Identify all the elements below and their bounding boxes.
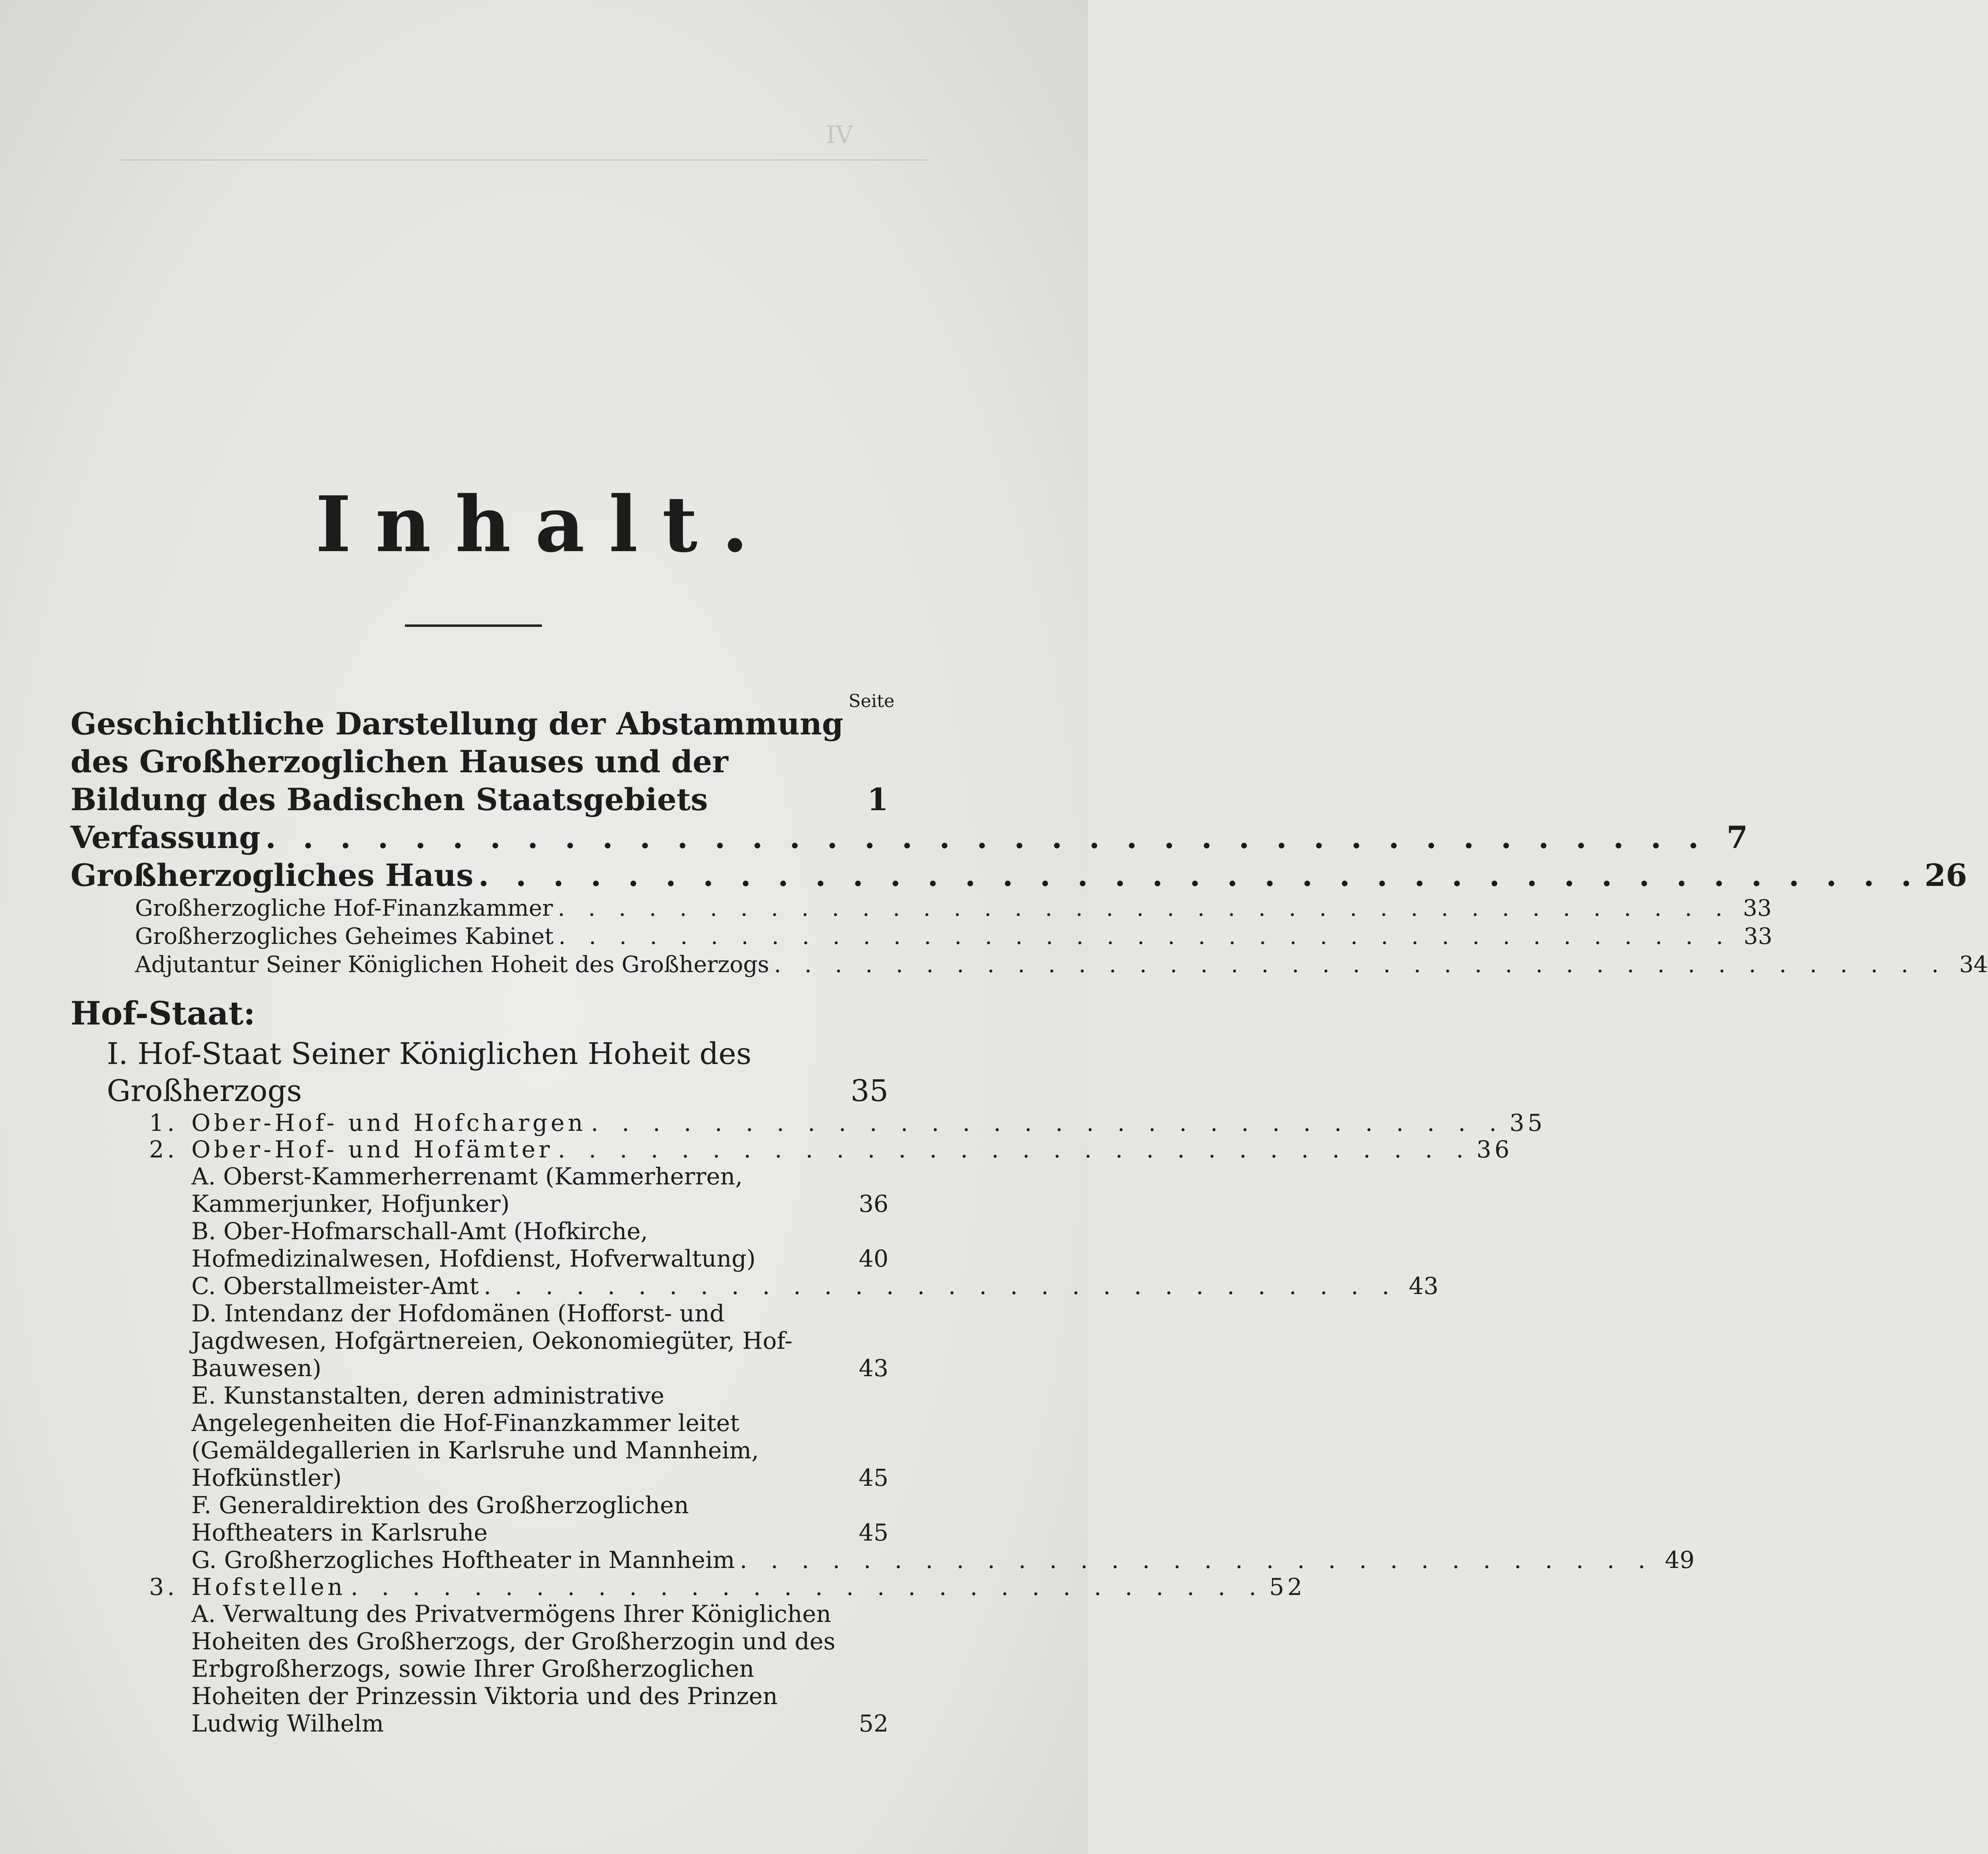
- toc-entry-1: [71, 1109, 1546, 1136]
- toc-num: 1.: [149, 1109, 178, 1136]
- toc-page: 33: [1743, 923, 1772, 950]
- toc-page: 52: [1269, 1573, 1305, 1601]
- toc-page: 45: [859, 1464, 888, 1491]
- title-rule: [405, 624, 542, 627]
- toc-page: 43: [859, 1354, 888, 1382]
- toc-page: 34: [1959, 952, 1988, 978]
- toc-num: 3.: [149, 1573, 178, 1601]
- toc-page: 33: [1743, 895, 1772, 921]
- toc-entry-2: [71, 1136, 1513, 1163]
- toc-entry-2F: [71, 1491, 888, 1546]
- toc-page: 40: [859, 1245, 888, 1272]
- bleed-through-header: IV: [826, 121, 853, 149]
- toc-entry-verfassung: [71, 819, 1748, 856]
- toc-entry-2E: [71, 1382, 888, 1491]
- toc-entry-geschichte: [71, 705, 888, 819]
- toc-label: I. Hof-Staat Seiner Königlichen Hoheit des Großherzogs: [107, 1037, 752, 1108]
- toc-page: 35: [850, 1074, 888, 1108]
- toc-entry-2B: [71, 1217, 888, 1272]
- leader-dots: . . . . . . . . . . . . . . . . . . . . . . . . . . . . . . . . . . . . . . .: [774, 952, 1947, 978]
- leader-dots: . . . . . . . . . . . . . . . . . . . . . . . . . . . . . . . . . . . . . . .: [265, 819, 1707, 855]
- toc-label: Adjutantur Seiner Königlichen Hoheit des Großherzogs: [135, 952, 770, 978]
- toc-page: 1: [867, 782, 888, 817]
- toc-label: Generaldirektion des Großherzoglichen Hoftheaters in Karlsruhe: [191, 1491, 689, 1546]
- toc-num: C.: [191, 1272, 216, 1300]
- toc-label: Verwaltung des Privatvermögens Ihrer Königlichen Hoheiten des Großherzogs, der Großherzogin und des Erbgroßherzogs, sowie Ihrer Großherzoglichen Hoheiten der Prinzessin Viktoria und des Prinzen Ludwig Wilhelm: [191, 1600, 836, 1737]
- toc-label: Ober-Hof- und Hofchargen: [191, 1109, 586, 1136]
- toc-page: 43: [1409, 1272, 1439, 1300]
- toc-entry-haus: [71, 856, 1967, 894]
- toc-page: 35: [1509, 1109, 1546, 1136]
- toc-page: 36: [859, 1190, 888, 1217]
- toc-label: Großherzogliches Hoftheater in Mannheim: [224, 1546, 735, 1574]
- toc-entry-I: [71, 1035, 888, 1109]
- toc-label: Großherzogliche Hof-Finanzkammer: [135, 895, 553, 921]
- leader-dots: . . . . . . . . . . . . . . . . . . . . . . . . . . . . . . . . . . . . . . .: [558, 895, 1731, 921]
- toc-entry-3A: [71, 1600, 888, 1737]
- toc-label: Großherzogliches Geheimes Kabinet: [135, 923, 554, 950]
- toc-section-hofstaat: [71, 991, 888, 1035]
- toc-page: 49: [1664, 1546, 1695, 1574]
- toc-num: A.: [191, 1163, 216, 1190]
- toc-entry-3: [71, 1573, 1305, 1601]
- toc-num: F.: [191, 1491, 212, 1519]
- toc-page: 36: [1476, 1136, 1513, 1163]
- toc-num: A.: [191, 1600, 216, 1628]
- toc-entry-finanzkammer: [71, 894, 1772, 923]
- table-of-contents: [71, 705, 1988, 1737]
- toc-page: 26: [1924, 857, 1967, 893]
- toc-entry-2D: [71, 1300, 888, 1382]
- toc-num: B.: [191, 1217, 216, 1245]
- toc-entry-2A: [71, 1163, 888, 1217]
- toc-num: D.: [191, 1300, 217, 1327]
- toc-label: Hofstellen: [191, 1573, 346, 1601]
- leader-dots: . . . . . . . . . . . . . . . . . . . . . . . . . . . . . . . . . . . . . . .: [558, 923, 1731, 950]
- toc-label: Ober-Hof- und Hofämter: [191, 1136, 553, 1163]
- toc-label: Intendanz der Hofdomänen (Hofforst- und Jagdwesen, Hofgärtnereien, Oekonomiegüter, Hof-Bauwesen): [191, 1300, 793, 1382]
- page-title: Inhalt.: [315, 479, 773, 569]
- seite-label: Seite: [849, 691, 894, 711]
- toc-num: 2.: [149, 1136, 178, 1163]
- toc-entry-kabinet: [71, 923, 1772, 951]
- leader-dots: . . . . . . . . . . . . . . . . . . . . . . . . . . . . . .: [558, 1136, 1472, 1163]
- leader-dots: . . . . . . . . . . . . . . . . . . . . . . . . . . . . . .: [351, 1573, 1264, 1601]
- toc-label: Oberst-Kammerherrenamt (Kammerherren, Kammerjunker, Hofjunker): [191, 1163, 743, 1217]
- leader-dots: . . . . . . . . . . . . . . . . . . . . . . . . . . . . . . . . . . . . . . .: [478, 857, 1920, 893]
- leader-dots: . . . . . . . . . . . . . . . . . . . . . . . . . . . . . .: [739, 1546, 1654, 1574]
- toc-page: 52: [859, 1710, 888, 1737]
- toc-label: Ober-Hofmarschall-Amt (Hofkirche, Hofmedizinalwesen, Hofdienst, Hofverwaltung): [191, 1217, 756, 1272]
- toc-entry-2G: [71, 1546, 1695, 1574]
- toc-page: 45: [859, 1519, 888, 1546]
- toc-label: Geschichtliche Darstellung der Abstammung des Großherzoglichen Hauses und der Bildung des Badischen Staatsgebiets: [71, 706, 844, 817]
- toc-label: Großherzogliches Haus: [71, 857, 473, 893]
- toc-label: Verfassung: [71, 819, 261, 855]
- bleed-through-rule: [121, 159, 927, 161]
- section-heading: Hof-Staat:: [71, 994, 255, 1032]
- toc-label: Kunstanstalten, deren administrative Angelegenheiten die Hof-Finanzkammer leitet (Gemäldegallerien in Karlsruhe und Mannheim, Hofkünstler): [191, 1382, 759, 1491]
- toc-num: E.: [191, 1382, 216, 1409]
- leader-dots: . . . . . . . . . . . . . . . . . . . . . . . . . . . . . .: [484, 1272, 1398, 1300]
- toc-label: Oberstallmeister-Amt: [223, 1272, 479, 1300]
- toc-num: G.: [191, 1546, 217, 1574]
- toc-entry-2C: [71, 1272, 1439, 1300]
- toc-page: 7: [1727, 819, 1748, 855]
- toc-entry-adjutantur: [71, 951, 1988, 979]
- leader-dots: . . . . . . . . . . . . . . . . . . . . . . . . . . . . . .: [591, 1109, 1505, 1136]
